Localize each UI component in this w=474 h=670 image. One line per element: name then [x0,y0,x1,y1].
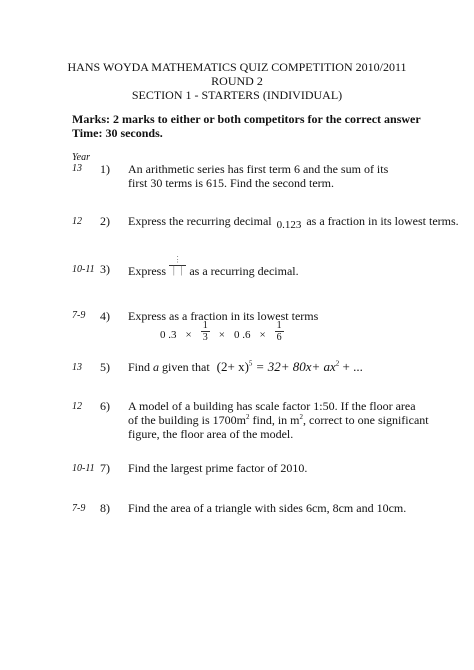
fraction-2-denominator: 6 [276,332,282,343]
times-sign-1: × [185,329,192,342]
question-8-number: 8) [100,501,110,515]
equation-exponent-1: 5 [248,359,253,368]
question-6-line2b: find, in m [249,413,300,427]
marks-line: Marks: 2 marks to either or both competitors for the correct answer [72,112,421,126]
fraction-1-numerator: 1 [202,320,208,331]
question-6-line3: figure, the floor area of the model. [128,427,294,441]
decimal-term-1: 0 .3 [160,329,177,342]
question-4-year: 7-9 [72,310,86,321]
question-6-number: 6) [100,399,110,413]
question-2-pre: Express the recurring decimal [128,214,272,228]
question-1-number: 1) [100,162,110,176]
question-7-number: 7) [100,461,110,475]
question-5-pre: Find [128,360,151,374]
question-1-line1: An arithmetic series has first term 6 and the sum of its [128,162,389,176]
question-3-fraction-top: ⋮ [169,255,186,266]
question-7-year: 10-11 [72,463,95,474]
question-5-number: 5) [100,360,110,374]
equation-exponent-2: 2 [335,359,340,368]
fraction-one-third [201,320,210,343]
question-3-fraction [169,255,186,276]
question-2-number: 2) [100,214,110,228]
fraction-1-denominator: 3 [202,332,208,343]
decimal-term-2: 0 .6 [233,329,251,342]
fraction-2-numerator: 1 [276,320,282,331]
round-title: ROUND 2 [211,74,263,88]
question-6-line2a: of the building is 1700m [128,413,246,427]
equation-part-b: = 32+ 80x+ ax [255,359,336,374]
question-6-line1: A model of a building has scale factor 1:50. If the floor area [128,399,416,413]
recurring-decimal: 0.123 [276,219,302,231]
question-4-line1: Express as a fraction in its lowest terms [128,309,319,323]
question-3-pre: Express [128,264,166,279]
question-3-post: as a recurring decimal. [189,264,299,279]
question-2-text [128,214,459,229]
times-sign-3: × [259,329,266,342]
question-6-year: 12 [72,401,82,412]
question-6-exp1: 2 [246,413,250,421]
equation-part-a: (2+ x) [216,359,249,374]
question-5-mid: given that [162,360,210,374]
question-5-year: 13 [72,362,82,373]
question-1-year: 13 [72,163,82,174]
equation-part-c: + ... [342,359,363,374]
section-title: SECTION 1 - STARTERS (INDIVIDUAL) [131,88,343,102]
question-6-exp2: 2 [299,413,303,421]
year-column-label: Year [72,152,90,163]
time-line: Time: 30 seconds. [72,126,163,140]
question-4-expression [160,320,284,343]
question-3-fraction-bottom: │ │ [171,266,185,275]
question-8-line1: Find the area of a triangle with sides 6cm, 8cm and 10cm. [128,501,407,515]
fraction-one-sixth [275,320,284,343]
question-6-line2c: , correct to one significant [303,413,429,427]
question-3-text [128,255,299,279]
question-8-year: 7-9 [72,503,86,514]
question-7-line1: Find the largest prime factor of 2010. [128,461,308,475]
question-4-number: 4) [100,309,110,323]
question-6-line2 [128,413,429,427]
times-sign-2: × [218,329,225,342]
question-1-line2: first 30 terms is 615. Find the second term. [128,176,334,190]
competition-title: HANS WOYDA MATHEMATICS QUIZ COMPETITION 2010/2011 [67,60,407,74]
question-2-post: as a fraction in its lowest terms. [306,214,459,228]
question-2-year: 12 [72,216,82,227]
question-3-number: 3) [100,262,110,276]
question-3-year: 10-11 [72,264,95,275]
binomial-equation [217,359,363,374]
question-5-text [128,360,363,374]
question-5-variable: a [153,360,160,374]
